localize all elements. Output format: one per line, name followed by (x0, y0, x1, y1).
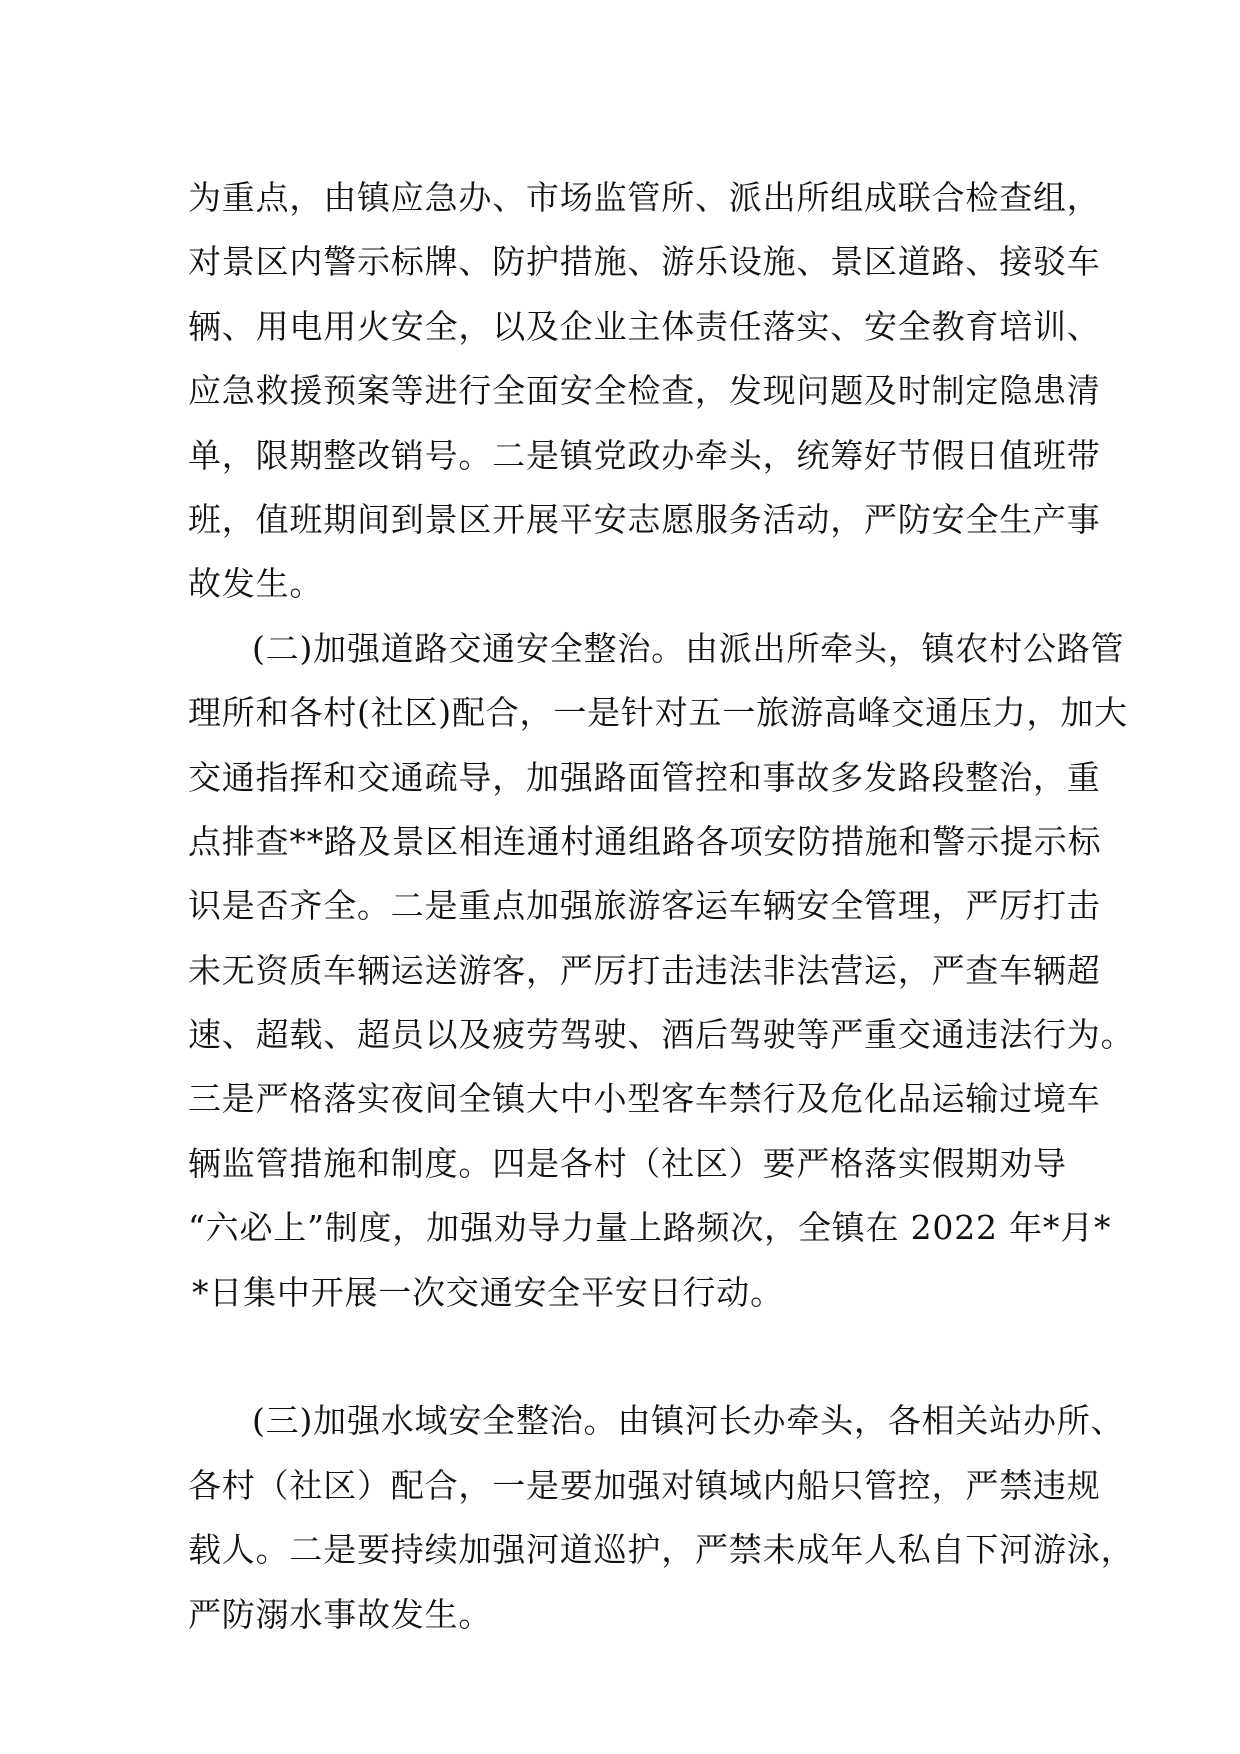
text-line: 点排查**路及景区相连通村通组路各项安防措施和警示提示标 (188, 821, 1102, 861)
text-line: 辆监管措施和制度。四是各村（社区）要严格落实假期劝导 (188, 1143, 1067, 1183)
text-line: 交通指挥和交通疏导，加强路面管控和事故多发路段整治，重 (188, 757, 1101, 797)
paragraph-2 (188, 617, 1135, 1390)
text-line: 应急救援预案等进行全面安全检查，发现问题及时制定隐患清 (188, 371, 1101, 411)
text-line: 未无资质车辆运送游客，严厉打击违法非法营运，严查车辆超 (188, 950, 1101, 990)
text-line: 辆、用电用火安全，以及企业主体责任落实、安全教育培训、 (188, 306, 1101, 346)
paragraph-1 (188, 166, 1101, 617)
text-line: 载人。二是要持续加强河道巡护，严禁未成年人私自下河游泳， (188, 1530, 1135, 1570)
text-line: “六必上”制度，加强劝导力量上路频次，全镇在 2022 年*月* (188, 1208, 1112, 1248)
text-line: 理所和各村(社区)配合，一是针对五一旅游高峰交通压力，加大 (188, 693, 1128, 733)
paragraph-heading-line: (二)加强道路交通安全整治。由派出所牵头，镇农村公路管 (252, 628, 1125, 668)
text-line (188, 1325, 1088, 1389)
text-line: 单，限期整改销号。二是镇党政办牵头，统筹好节假日值班带 (188, 435, 1101, 475)
document-body (188, 166, 1135, 1647)
text-line: 各村（社区）配合，一是要加强对镇域内船只管控，严禁违规 (188, 1465, 1101, 1505)
text-line: 速、超载、超员以及疲劳驾驶、酒后驾驶等严重交通违法行为。 (188, 1015, 1135, 1055)
text-line: 班，值班期间到景区开展平安志愿服务活动，严防安全生产事 (188, 499, 1101, 539)
text-line: 识是否齐全。二是重点加强旅游客运车辆安全管理，严厉打击 (188, 886, 1101, 926)
paragraph-3 (188, 1389, 1135, 1647)
text-line: 对景区内警示标牌、防护措施、游乐设施、景区道路、接驳车 (188, 242, 1101, 282)
text-line: 严防溺水事故发生。 (188, 1594, 493, 1634)
text-line: *日集中开展一次交通安全平安日行动。 (192, 1272, 784, 1312)
text-line: 为重点，由镇应急办、市场监管所、派出所组成联合检查组， (188, 178, 1101, 217)
text-line: 三是严格落实夜间全镇大中小型客车禁行及危化品运输过境车 (188, 1079, 1101, 1119)
paragraph-heading-line: (三)加强水域安全整治。由镇河长办牵头，各相关站办所、 (252, 1401, 1125, 1441)
text-line: 故发生。 (188, 564, 324, 604)
